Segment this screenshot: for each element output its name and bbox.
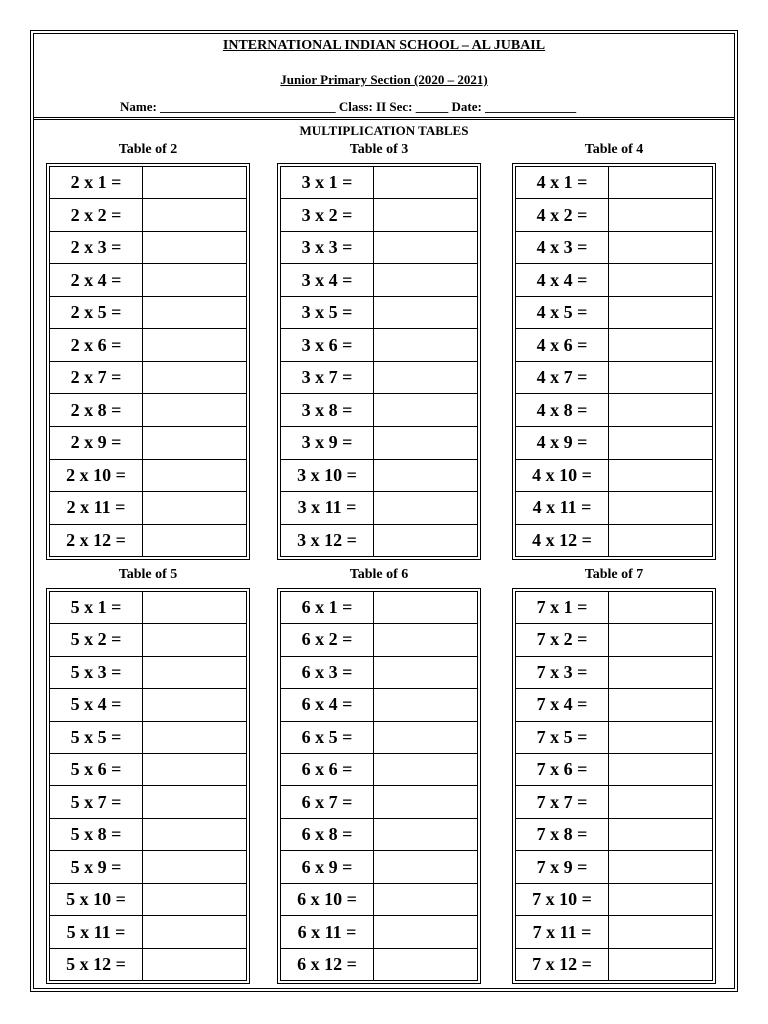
question-cell: 6 x 11 =	[281, 916, 374, 948]
answer-cell[interactable]	[609, 329, 713, 362]
table-row	[50, 592, 246, 624]
multiplication-table	[512, 588, 716, 984]
answer-cell[interactable]	[143, 459, 247, 492]
answer-cell[interactable]	[609, 361, 713, 394]
table-row	[281, 427, 477, 460]
answer-cell[interactable]	[143, 916, 247, 948]
answer-cell[interactable]	[609, 459, 713, 492]
question-cell: 4 x 9 =	[516, 427, 609, 460]
answer-cell[interactable]	[609, 427, 713, 460]
question-cell: 5 x 4 =	[50, 689, 143, 721]
table-row	[281, 916, 477, 948]
table-row	[50, 883, 246, 915]
table-row	[516, 492, 712, 525]
answer-cell[interactable]	[374, 948, 478, 980]
table-row	[50, 167, 246, 199]
table-row	[281, 394, 477, 427]
answer-cell[interactable]	[143, 231, 247, 264]
table-row	[281, 689, 477, 721]
answer-cell[interactable]	[143, 524, 247, 556]
table-row	[516, 296, 712, 329]
question-cell: 3 x 5 =	[281, 296, 374, 329]
answer-cell[interactable]	[143, 818, 247, 850]
table-row	[50, 851, 246, 883]
answer-cell[interactable]	[374, 883, 478, 915]
multiplication-table	[46, 163, 250, 560]
answer-cell[interactable]	[374, 296, 478, 329]
table-row	[50, 296, 246, 329]
table-title: Table of 4	[584, 142, 644, 157]
table-row	[50, 361, 246, 394]
answer-cell[interactable]	[609, 754, 713, 786]
question-cell: 4 x 8 =	[516, 394, 609, 427]
table-row	[50, 721, 246, 753]
question-cell: 6 x 2 =	[281, 624, 374, 656]
question-cell: 2 x 1 =	[50, 167, 143, 199]
question-cell: 6 x 12 =	[281, 948, 374, 980]
answer-cell[interactable]	[609, 851, 713, 883]
worksheet-heading: MULTIPLICATION TABLES	[299, 123, 469, 138]
question-cell: 3 x 4 =	[281, 264, 374, 297]
multiplication-table	[277, 163, 481, 560]
question-cell: 5 x 7 =	[50, 786, 143, 818]
answer-cell[interactable]	[609, 624, 713, 656]
question-cell: 7 x 11 =	[516, 916, 609, 948]
question-cell: 2 x 11 =	[50, 492, 143, 525]
answer-cell[interactable]	[609, 199, 713, 232]
question-cell: 2 x 6 =	[50, 329, 143, 362]
table-row	[281, 199, 477, 232]
table-row	[516, 754, 712, 786]
question-cell: 2 x 12 =	[50, 524, 143, 556]
table-row	[281, 296, 477, 329]
question-cell: 5 x 2 =	[50, 624, 143, 656]
question-cell: 4 x 2 =	[516, 199, 609, 232]
question-cell: 3 x 6 =	[281, 329, 374, 362]
answer-cell[interactable]	[143, 786, 247, 818]
question-cell: 6 x 10 =	[281, 883, 374, 915]
answer-cell[interactable]	[143, 492, 247, 525]
answer-cell[interactable]	[374, 492, 478, 525]
question-cell: 2 x 8 =	[50, 394, 143, 427]
multiplication-table	[277, 588, 481, 984]
table-row	[50, 689, 246, 721]
answer-cell[interactable]	[143, 394, 247, 427]
table-row	[281, 786, 477, 818]
answer-cell[interactable]	[143, 592, 247, 624]
answer-cell[interactable]	[609, 721, 713, 753]
question-cell: 5 x 9 =	[50, 851, 143, 883]
table-row	[50, 624, 246, 656]
question-cell: 5 x 8 =	[50, 818, 143, 850]
question-cell: 7 x 1 =	[516, 592, 609, 624]
answer-cell[interactable]	[609, 948, 713, 980]
table-row	[50, 656, 246, 688]
question-cell: 5 x 1 =	[50, 592, 143, 624]
question-cell: 7 x 12 =	[516, 948, 609, 980]
table-row	[281, 656, 477, 688]
answer-cell[interactable]	[374, 656, 478, 688]
table-row	[50, 754, 246, 786]
answer-cell[interactable]	[374, 786, 478, 818]
table-title: Table of 3	[349, 142, 409, 157]
table-row	[516, 916, 712, 948]
answer-cell[interactable]	[374, 459, 478, 492]
table-row	[50, 492, 246, 525]
table-row	[50, 916, 246, 948]
question-cell: 6 x 6 =	[281, 754, 374, 786]
answer-cell[interactable]	[374, 231, 478, 264]
question-cell: 4 x 5 =	[516, 296, 609, 329]
name-field[interactable]: Name: ___________________________	[120, 99, 336, 114]
question-cell: 2 x 5 =	[50, 296, 143, 329]
table-row	[516, 721, 712, 753]
answer-cell[interactable]	[609, 689, 713, 721]
question-cell: 4 x 4 =	[516, 264, 609, 297]
table-row	[281, 851, 477, 883]
section-title: Junior Primary Section (2020 – 2021)	[280, 72, 488, 87]
answer-cell[interactable]	[143, 361, 247, 394]
answer-cell[interactable]	[143, 883, 247, 915]
answer-cell[interactable]	[143, 656, 247, 688]
question-cell: 6 x 8 =	[281, 818, 374, 850]
table-row	[281, 524, 477, 556]
answer-cell[interactable]	[374, 427, 478, 460]
table-row	[281, 361, 477, 394]
answer-cell[interactable]	[609, 231, 713, 264]
class-field[interactable]: Class: II Sec: _____	[338, 99, 449, 114]
table-row	[516, 689, 712, 721]
answer-cell[interactable]	[609, 656, 713, 688]
table-row	[50, 818, 246, 850]
question-cell: 4 x 7 =	[516, 361, 609, 394]
answer-cell[interactable]	[609, 883, 713, 915]
question-cell: 7 x 10 =	[516, 883, 609, 915]
question-cell: 2 x 9 =	[50, 427, 143, 460]
table-row	[50, 524, 246, 556]
question-cell: 4 x 1 =	[516, 167, 609, 199]
table-row	[50, 786, 246, 818]
table-row	[281, 818, 477, 850]
question-cell: 5 x 6 =	[50, 754, 143, 786]
table-row	[516, 199, 712, 232]
question-cell: 3 x 11 =	[281, 492, 374, 525]
answer-cell[interactable]	[143, 264, 247, 297]
table-row	[281, 754, 477, 786]
question-cell: 7 x 4 =	[516, 689, 609, 721]
question-cell: 5 x 11 =	[50, 916, 143, 948]
answer-cell[interactable]	[143, 948, 247, 980]
table-row	[516, 851, 712, 883]
answer-cell[interactable]	[374, 916, 478, 948]
table-row	[281, 721, 477, 753]
question-cell: 7 x 6 =	[516, 754, 609, 786]
answer-cell[interactable]	[143, 329, 247, 362]
answer-cell[interactable]	[609, 167, 713, 199]
question-cell: 7 x 2 =	[516, 624, 609, 656]
header-divider-double	[33, 119, 735, 120]
table-row	[516, 361, 712, 394]
answer-cell[interactable]	[609, 916, 713, 948]
table-row	[281, 231, 477, 264]
answer-cell[interactable]	[143, 427, 247, 460]
table-row	[516, 592, 712, 624]
question-cell: 3 x 12 =	[281, 524, 374, 556]
question-cell: 2 x 10 =	[50, 459, 143, 492]
table-row	[281, 329, 477, 362]
question-cell: 2 x 3 =	[50, 231, 143, 264]
question-cell: 5 x 10 =	[50, 883, 143, 915]
question-cell: 7 x 9 =	[516, 851, 609, 883]
answer-cell[interactable]	[609, 492, 713, 525]
question-cell: 7 x 3 =	[516, 656, 609, 688]
table-row	[516, 624, 712, 656]
answer-cell[interactable]	[609, 264, 713, 297]
answer-cell[interactable]	[374, 624, 478, 656]
answer-cell[interactable]	[374, 592, 478, 624]
answer-cell[interactable]	[143, 721, 247, 753]
header-divider	[33, 117, 735, 118]
question-cell: 5 x 3 =	[50, 656, 143, 688]
answer-cell[interactable]	[143, 851, 247, 883]
question-cell: 4 x 10 =	[516, 459, 609, 492]
question-cell: 4 x 12 =	[516, 524, 609, 556]
multiplication-table	[512, 163, 716, 560]
table-title: Table of 6	[349, 567, 409, 582]
answer-cell[interactable]	[374, 329, 478, 362]
question-cell: 5 x 12 =	[50, 948, 143, 980]
question-cell: 3 x 10 =	[281, 459, 374, 492]
question-cell: 6 x 4 =	[281, 689, 374, 721]
answer-cell[interactable]	[374, 818, 478, 850]
table-row	[50, 264, 246, 297]
table-row	[281, 948, 477, 980]
table-row	[50, 394, 246, 427]
answer-cell[interactable]	[374, 721, 478, 753]
table-row	[281, 592, 477, 624]
table-row	[50, 199, 246, 232]
answer-cell[interactable]	[374, 394, 478, 427]
answer-cell[interactable]	[143, 167, 247, 199]
answer-cell[interactable]	[374, 851, 478, 883]
question-cell: 3 x 8 =	[281, 394, 374, 427]
question-cell: 7 x 7 =	[516, 786, 609, 818]
question-cell: 3 x 9 =	[281, 427, 374, 460]
answer-cell[interactable]	[374, 167, 478, 199]
question-cell: 7 x 8 =	[516, 818, 609, 850]
question-cell: 6 x 5 =	[281, 721, 374, 753]
table-row	[281, 264, 477, 297]
table-row	[516, 883, 712, 915]
table-row	[281, 167, 477, 199]
table-title: Table of 7	[584, 567, 644, 582]
answer-cell[interactable]	[143, 689, 247, 721]
table-row	[516, 167, 712, 199]
answer-cell[interactable]	[609, 296, 713, 329]
question-cell: 6 x 1 =	[281, 592, 374, 624]
student-info-line	[120, 99, 576, 115]
table-row	[516, 948, 712, 980]
answer-cell[interactable]	[609, 818, 713, 850]
table-row	[50, 459, 246, 492]
answer-cell[interactable]	[374, 361, 478, 394]
table-row	[50, 948, 246, 980]
question-cell: 3 x 3 =	[281, 231, 374, 264]
answer-cell[interactable]	[143, 296, 247, 329]
table-row	[516, 786, 712, 818]
table-row	[50, 427, 246, 460]
answer-cell[interactable]	[374, 754, 478, 786]
school-title: INTERNATIONAL INDIAN SCHOOL – AL JUBAIL	[222, 38, 546, 53]
answer-cell[interactable]	[143, 624, 247, 656]
question-cell: 3 x 1 =	[281, 167, 374, 199]
question-cell: 2 x 7 =	[50, 361, 143, 394]
table-row	[516, 394, 712, 427]
table-row	[516, 329, 712, 362]
table-row	[281, 492, 477, 525]
answer-cell[interactable]	[143, 199, 247, 232]
multiplication-table	[46, 588, 250, 984]
table-row	[516, 231, 712, 264]
question-cell: 4 x 11 =	[516, 492, 609, 525]
question-cell: 5 x 5 =	[50, 721, 143, 753]
question-cell: 3 x 7 =	[281, 361, 374, 394]
answer-cell[interactable]	[374, 199, 478, 232]
table-row	[50, 231, 246, 264]
question-cell: 4 x 3 =	[516, 231, 609, 264]
table-row	[281, 624, 477, 656]
question-cell: 2 x 4 =	[50, 264, 143, 297]
question-cell: 6 x 7 =	[281, 786, 374, 818]
question-cell: 3 x 2 =	[281, 199, 374, 232]
table-row	[281, 459, 477, 492]
answer-cell[interactable]	[609, 786, 713, 818]
table-row	[516, 818, 712, 850]
table-title: Table of 5	[118, 567, 178, 582]
answer-cell[interactable]	[143, 754, 247, 786]
table-row	[50, 329, 246, 362]
answer-cell[interactable]	[609, 592, 713, 624]
answer-cell[interactable]	[374, 524, 478, 556]
answer-cell[interactable]	[609, 394, 713, 427]
question-cell: 7 x 5 =	[516, 721, 609, 753]
question-cell: 4 x 6 =	[516, 329, 609, 362]
table-row	[281, 883, 477, 915]
answer-cell[interactable]	[374, 689, 478, 721]
table-row	[516, 656, 712, 688]
answer-cell[interactable]	[374, 264, 478, 297]
question-cell: 6 x 9 =	[281, 851, 374, 883]
table-row	[516, 427, 712, 460]
answer-cell[interactable]	[609, 524, 713, 556]
date-field[interactable]: Date: ______________	[451, 99, 577, 114]
table-row	[516, 524, 712, 556]
table-title: Table of 2	[118, 142, 178, 157]
table-row	[516, 264, 712, 297]
table-row	[516, 459, 712, 492]
question-cell: 6 x 3 =	[281, 656, 374, 688]
question-cell: 2 x 2 =	[50, 199, 143, 232]
